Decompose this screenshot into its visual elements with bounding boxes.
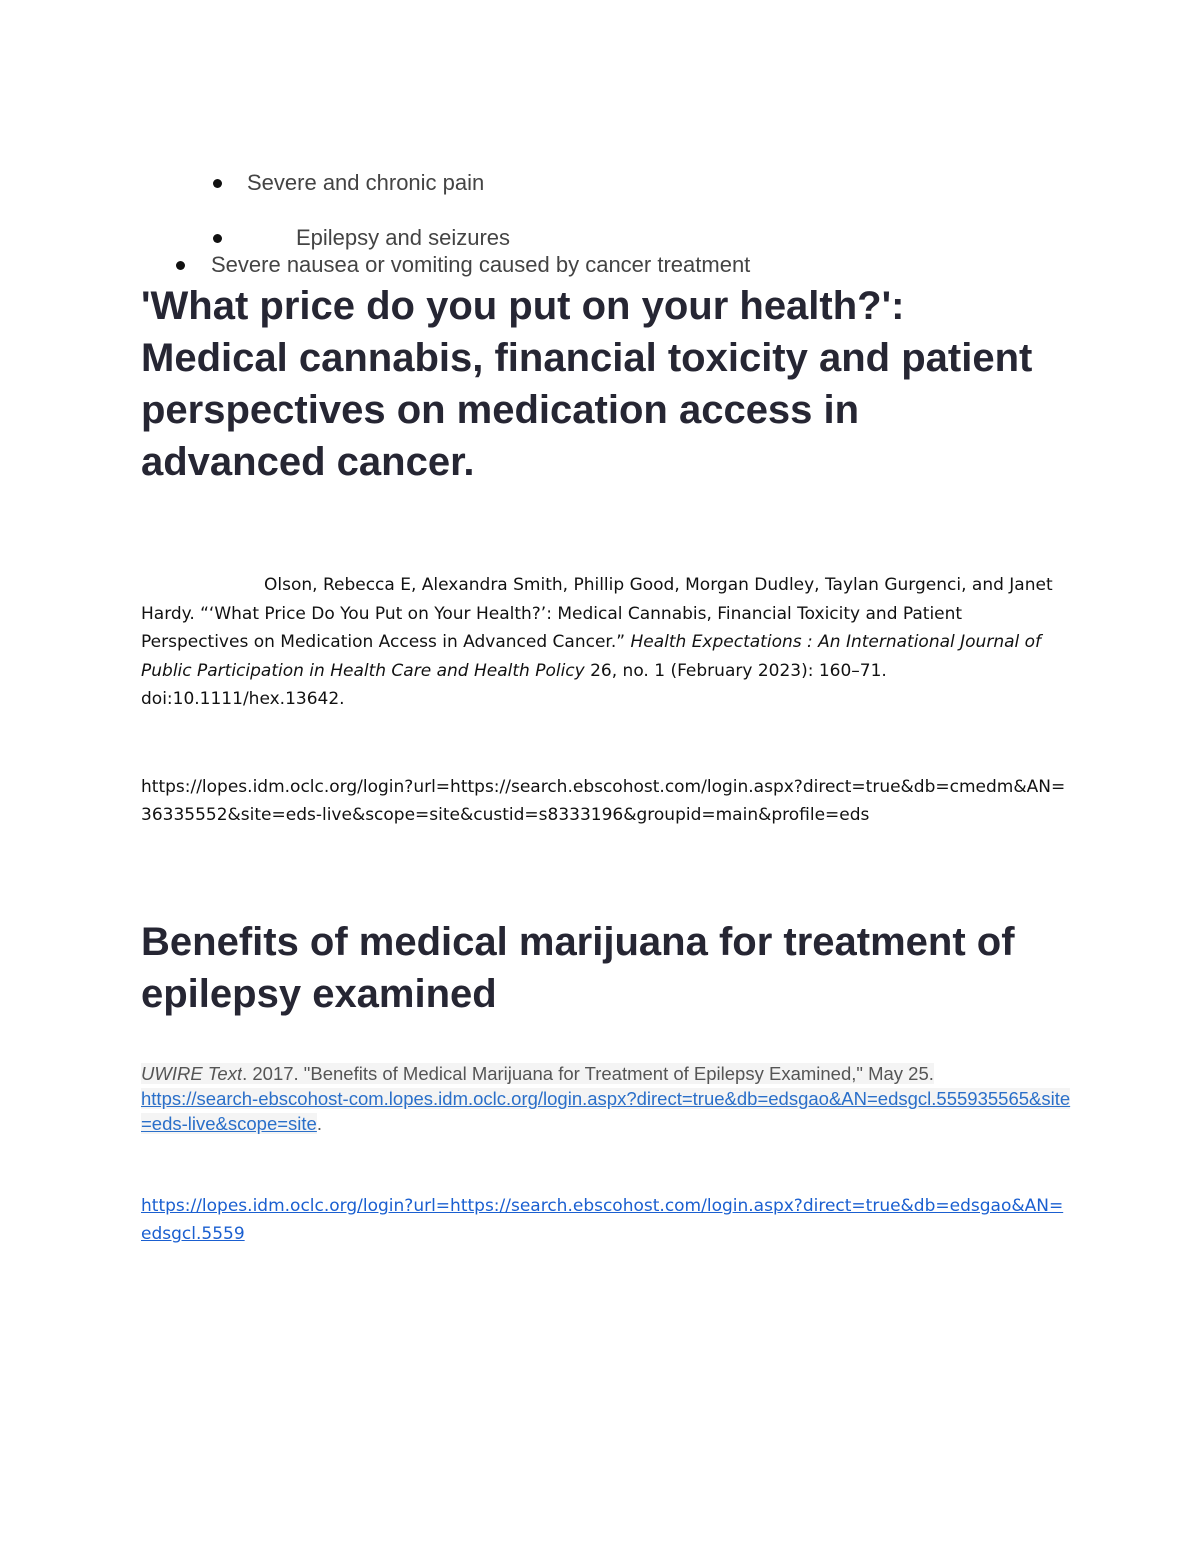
- article-title: Benefits of medical marijuana for treatment of epilepsy examined: [141, 920, 1015, 1016]
- article-url: [141, 1192, 1071, 1248]
- bullet-text: Epilepsy and seizures: [296, 225, 511, 250]
- article-title: 'What price do you put on your health?': Medical cannabis, financial toxicity and patient perspectives on medication access in advanced cancer.: [141, 284, 1033, 484]
- article-url-text: https://lopes.idm.oclc.org/login?url=https://search.ebscohost.com/login.aspx?direct=true&db=cmedm&AN=36335552&site=eds-live&scope=site&custid=s8333196&groupid=main&profile=eds: [141, 777, 1066, 825]
- citation-source: UWIRE Text: [141, 1063, 243, 1084]
- citation-text: . 2017. "Benefits of Medical Marijuana for Treatment of Epilepsy Examined," May 25.: [242, 1063, 934, 1084]
- article-url: [141, 773, 1071, 829]
- bullet-text: Severe and chronic pain: [247, 170, 485, 195]
- bullet-text: Severe nausea or vomiting caused by cancer treatment: [211, 252, 751, 277]
- article-citation: [141, 571, 1071, 714]
- bullet-dot-icon: [213, 179, 222, 188]
- citation-tail: 26, no. 1 (February 2023): 160–71. doi:10.1111/hex.13642.: [141, 660, 887, 709]
- citation-link[interactable]: https://search-ebscohost-com.lopes.idm.oclc.org/login.aspx?direct=true&db=edsgao&AN=edsgcl.555935565&site=eds-live&scope=site: [141, 1088, 1071, 1134]
- bullet-dot-icon: [213, 234, 222, 243]
- citation-journal: Health Expectations : An International Journal of Public Participation in Health Care and Health Policy: [141, 632, 1042, 681]
- citation-end: .: [316, 1113, 322, 1134]
- article-citation: [141, 1061, 1071, 1136]
- citation-text: Olson, Rebecca E, Alexandra Smith, Phillip Good, Morgan Dudley, Taylan Gurgenci, and Janet Hardy. “‘What Price Do You Put on Your Health?’: Medical Cannabis, Financial Toxicity and Patient Perspectives on Medication Access in Advanced Cancer.”: [141, 575, 1053, 652]
- bullet-dot-icon: [176, 261, 185, 270]
- article-url-link[interactable]: https://lopes.idm.oclc.org/login?url=https://search.ebscohost.com/login.aspx?direct=true&db=edsgao&AN=edsgcl.5559: [141, 1196, 1064, 1244]
